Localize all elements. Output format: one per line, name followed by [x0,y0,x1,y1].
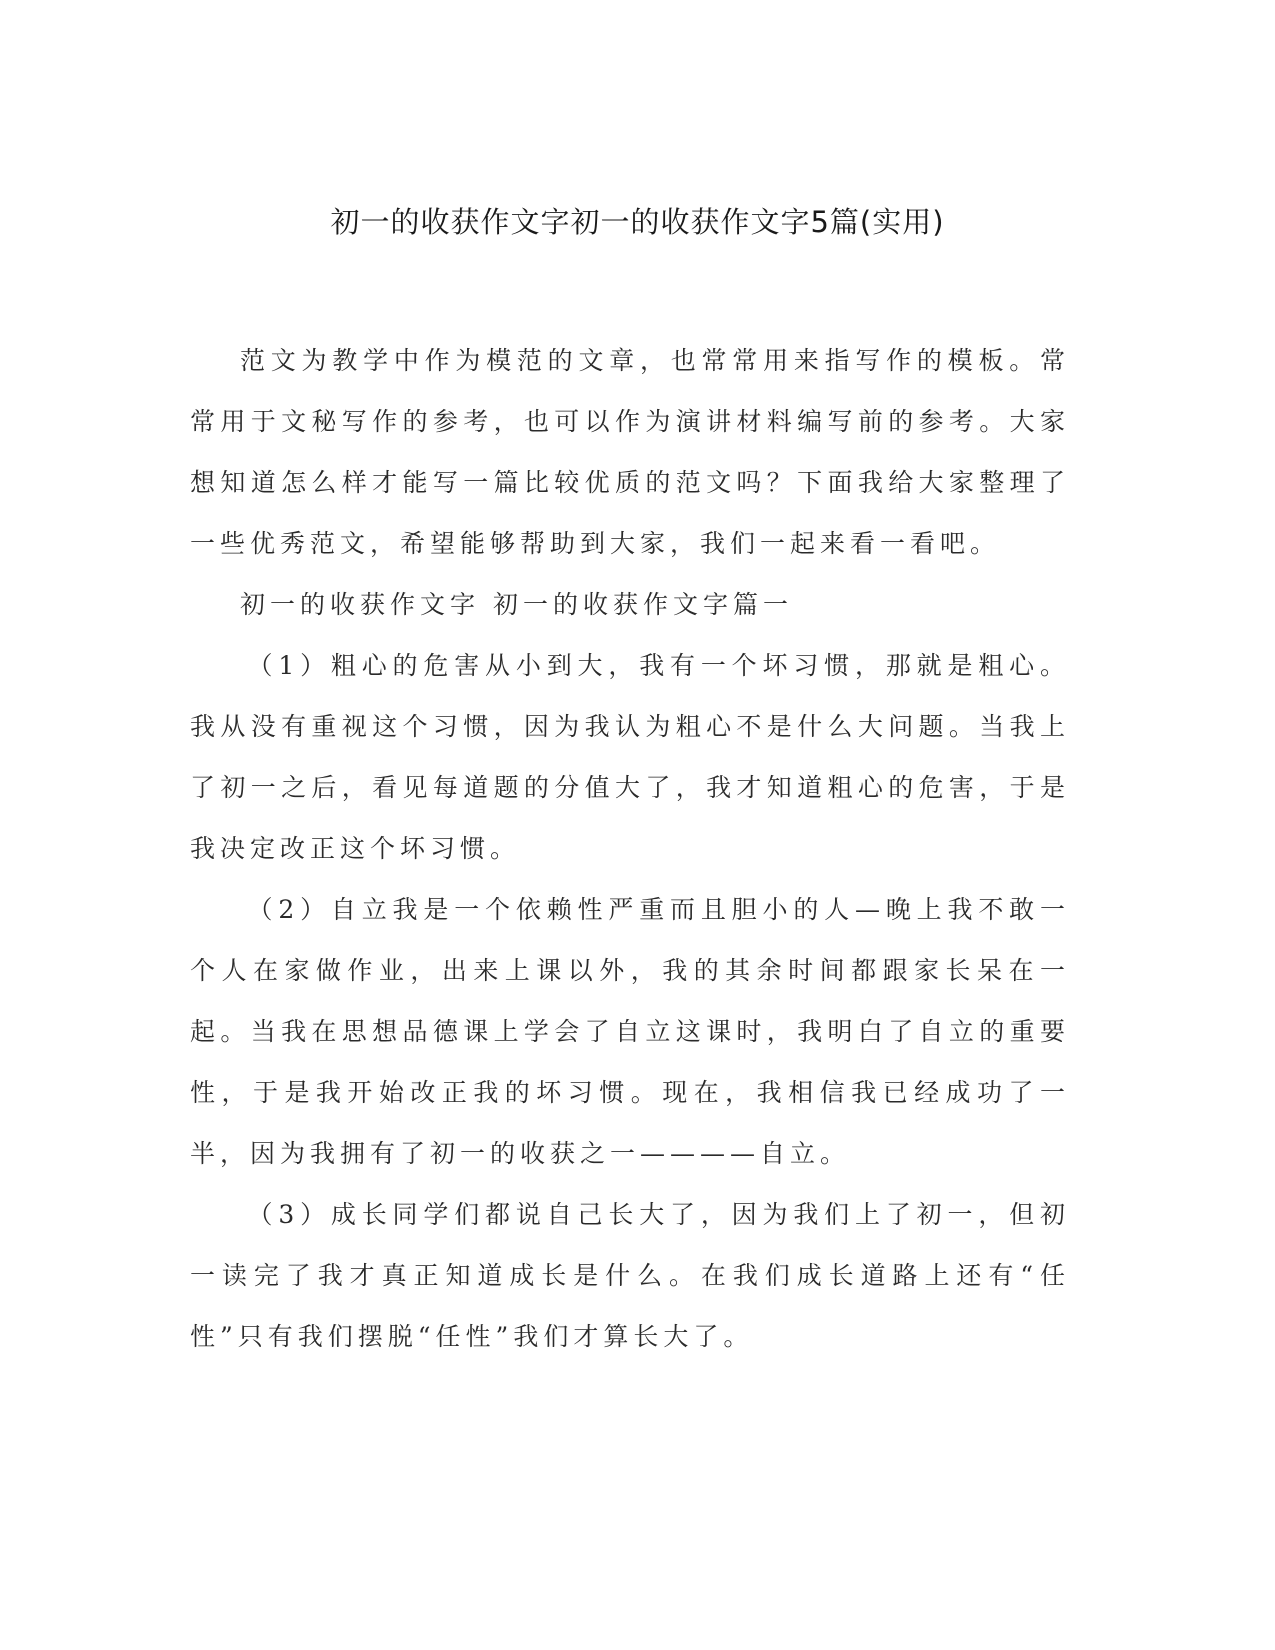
paragraph-independence: （2）自立我是一个依赖性严重而且胆小的人—晚上我不敢一个人在家做作业，出来上课以外，我的其余时间都跟家长呆在一起。当我在思想品德课上学会了自立这课时，我明白了自立的重要性，于是我开始改正我的坏习惯。现在，我相信我已经成功了一半，因为我拥有了初一的收获之一————自立。 [190,895,1070,1168]
section-heading: 初一的收获作文字 初一的收获作文字篇一 [240,590,793,619]
paragraph-growth: （3）成长同学们都说自己长大了，因为我们上了初一，但初一读完了我才真正知道成长是什么。在我们成长道路上还有“任性”只有我们摆脱“任性”我们才算长大了。 [190,1200,1070,1351]
paragraph-carelessness: （1）粗心的危害从小到大，我有一个坏习惯，那就是粗心。我从没有重视这个习惯，因为我认为粗心不是什么大问题。当我上了初一之后，看见每道题的分值大了，我才知道粗心的危害，于是我决定改正这个坏习惯。 [190,651,1070,863]
document-title: 初一的收获作文字初一的收获作文字5篇(实用) [330,205,945,239]
document-body [190,330,1070,1367]
intro-paragraph: 范文为教学中作为模范的文章，也常常用来指写作的模板。常常用于文秘写作的参考，也可以作为演讲材料编写前的参考。大家想知道怎么样才能写一篇比较优质的范文吗？下面我给大家整理了一些优秀范文，希望能够帮助到大家，我们一起来看一看吧。 [190,346,1070,558]
